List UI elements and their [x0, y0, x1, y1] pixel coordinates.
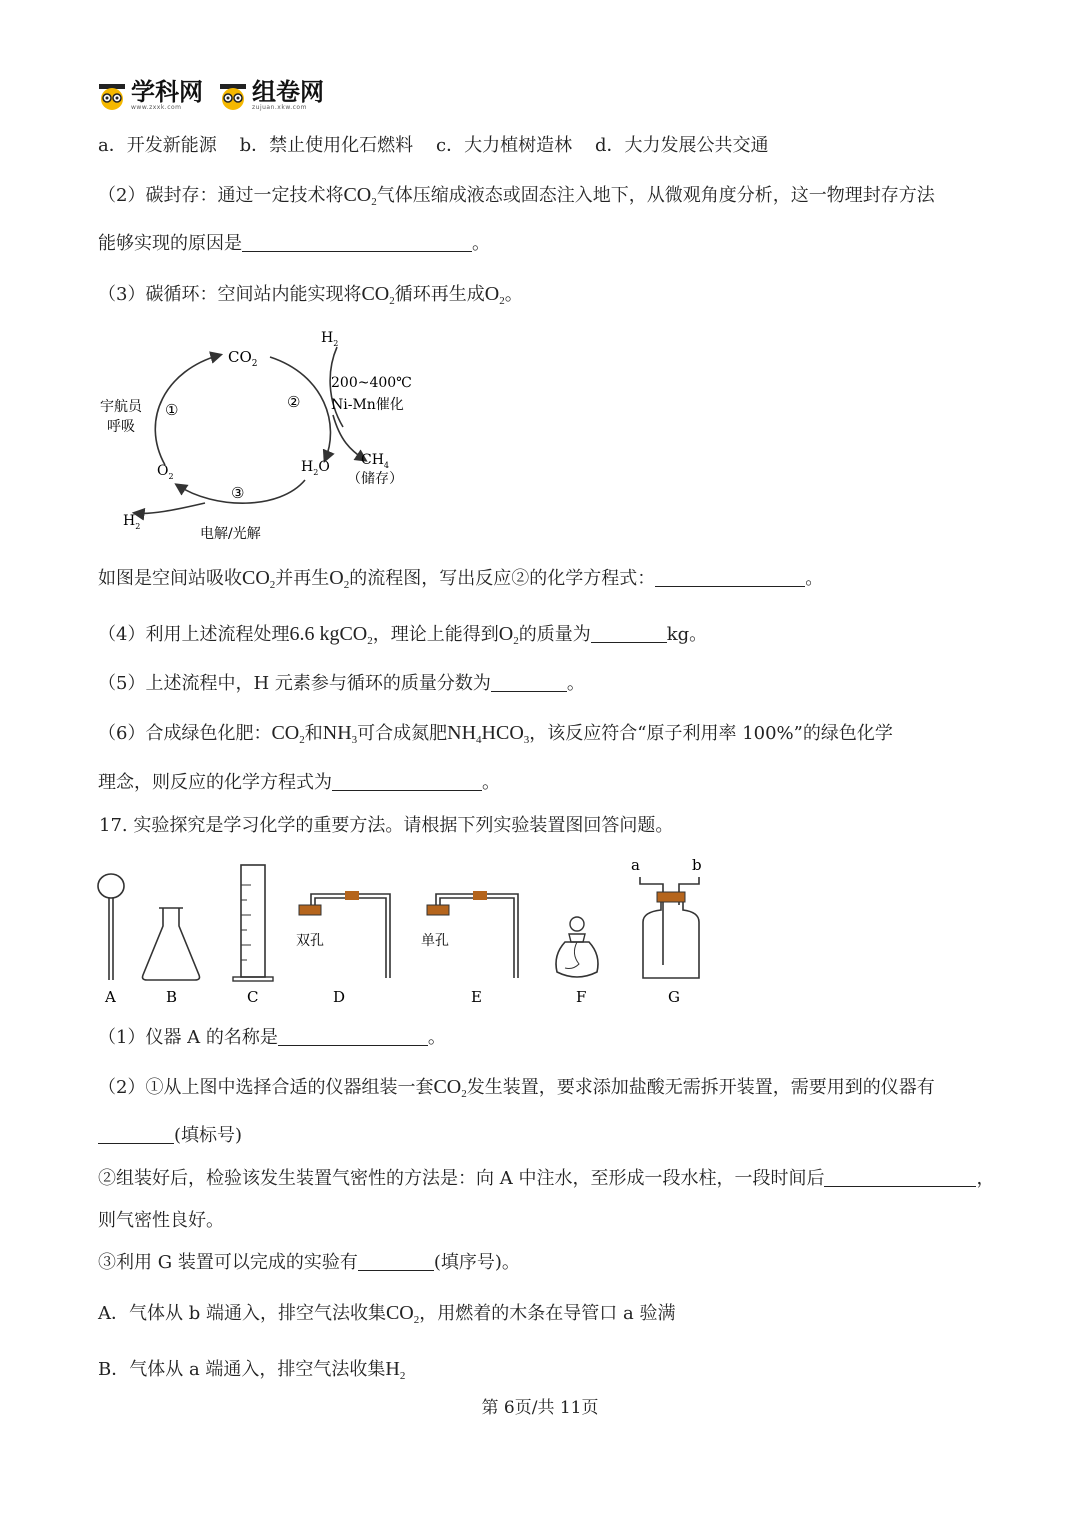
o2-node: $O_2$ [157, 463, 174, 481]
apparatus-g-gas-bottle [631, 856, 702, 978]
ch4-node: $CH_4$ [361, 452, 390, 470]
q16-part3-question: 如图是空间站吸收$CO_2$并再生$O_2$的流程图，写出反应②的化学方程式： 。 [98, 567, 824, 591]
label-single-hole: 单孔 [421, 933, 449, 949]
q17-part1: （1）仪器 A 的名称是 。 [98, 1027, 446, 1048]
label-g: G [668, 988, 680, 1006]
answer-blank[interactable] [824, 1168, 976, 1187]
o2-formula: $O_2$ [484, 283, 505, 307]
q17-part2-3: ③利用 G 装置可以完成的实验有 (填序号)。 [98, 1252, 520, 1273]
answer-blank[interactable] [278, 1027, 428, 1046]
step1-label: ① [165, 401, 179, 419]
label-f: F [576, 988, 587, 1006]
astronaut-label: 宇航员 [100, 399, 142, 415]
answer-blank[interactable] [591, 624, 667, 643]
ch4-storage-note: （储存） [347, 471, 403, 487]
electrolysis-label: 电解/光解 [200, 526, 261, 542]
apparatus-b-flask [143, 908, 200, 980]
logo-subtext: zujuan.xkw.com [252, 104, 307, 111]
co2-formula: $CO_2$ [361, 283, 395, 307]
q17-part2-2-line2: 则气密性良好。 [98, 1210, 224, 1231]
label-double-hole: 双孔 [296, 933, 324, 949]
apparatus-f-alcohol-lamp [556, 917, 598, 977]
q16-part6-line2: 理念，则反应的化学方程式为 。 [98, 772, 500, 793]
q16-part5: （5）上述流程中，H 元素参与循环的质量分数为 。 [98, 673, 585, 694]
label-a: A [105, 988, 116, 1006]
q16-part2-line2: 能够实现的原因是 。 [98, 233, 490, 254]
logo-text: 学科网 [131, 78, 203, 106]
q17-title: 17. 实验探究是学习化学的重要方法。请根据下列实验装置图回答问题。 [99, 815, 674, 836]
q16-part3-intro: （3）碳循环：空间站内能实现将$CO_2$循环再生成$O_2$。 [98, 283, 523, 307]
q17-part2-line2: (填标号) [98, 1124, 242, 1148]
logo-zujuanwang [218, 80, 324, 111]
answer-blank[interactable] [98, 1125, 174, 1144]
condition-temp: 200~400℃ [331, 375, 412, 391]
q17-part2-line1: （2）①从上图中选择合适的仪器组装一套$CO_2$发生装置，要求添加盐酸无需拆开装置，需要用到的仪器有 [98, 1076, 935, 1100]
answer-blank[interactable] [242, 233, 472, 252]
label-e: E [471, 988, 482, 1006]
label-port-b: b [692, 856, 702, 874]
step2-label: ② [287, 393, 301, 411]
apparatus-a-funnel [98, 874, 124, 980]
h2-output-arrow [135, 503, 205, 513]
q17-option-b: B．气体从 a 端通入，排空气法收集$H_2$ [98, 1358, 406, 1382]
owl-logo-icon [97, 81, 127, 111]
answer-blank[interactable] [332, 772, 482, 791]
label-c: C [247, 988, 259, 1006]
lab-apparatus-figure [95, 850, 715, 1010]
label-port-a: a [631, 856, 640, 874]
co2-node: $CO_2$ [228, 348, 258, 369]
astronaut-breath-label: 呼吸 [107, 419, 135, 435]
label-b: B [166, 988, 178, 1006]
logo-xuekewang [97, 80, 203, 111]
answer-blank[interactable] [655, 568, 805, 587]
owl-logo-icon [218, 81, 248, 111]
answer-blank[interactable] [491, 673, 567, 692]
q17-option-a: A．气体从 b 端通入，排空气法收集$CO_2$，用燃着的木条在导管口 a 验满 [98, 1302, 676, 1326]
q16-part2-line1: （2）碳封存：通过一定技术将$CO_2$气体压缩成液态或固态注入地下，从微观角度分析，这一物理封存方法 [98, 184, 935, 208]
h2-top-label: $H_2$ [321, 330, 339, 348]
logo-text: 组卷网 [252, 78, 324, 106]
q16-part4: （4）利用上述流程处理6.6 kgCO$_2$，理论上能得到$O_2$的质量为 kg。 [98, 623, 708, 647]
answer-blank[interactable] [358, 1252, 434, 1271]
step3-label: ③ [231, 484, 245, 502]
h2o-node: $H_2O$ [301, 459, 330, 477]
label-d: D [333, 988, 346, 1006]
h2-bottom-label: $H_2$ [123, 513, 141, 531]
carbon-cycle-diagram [95, 325, 435, 550]
q16-options-line: a．开发新能源 b．禁止使用化石燃料 c．大力植树造林 d．大力发展公共交通 [98, 135, 769, 156]
q16-part6-line1: （6）合成绿色化肥：$CO_2$和$NH_3$可合成氮肥$NH_4HCO_3$，该反应符合“原子利用率 100%”的绿色化学 [98, 722, 893, 746]
logo-subtext: www.zxxk.com [131, 104, 182, 111]
apparatus-c-cylinder [233, 865, 273, 981]
condition-catalyst: Ni-Mn催化 [331, 397, 404, 413]
co2-formula: $CO_2$ [343, 184, 377, 208]
q17-part2-2-line1: ②组装好后，检验该发生装置气密性的方法是：向 A 中注水，至形成一段水柱，一段时间后 ， [98, 1168, 995, 1189]
page-footer: 第 6页/共 11页 [481, 1398, 599, 1418]
mass-value: 6.6 kg [289, 623, 340, 645]
